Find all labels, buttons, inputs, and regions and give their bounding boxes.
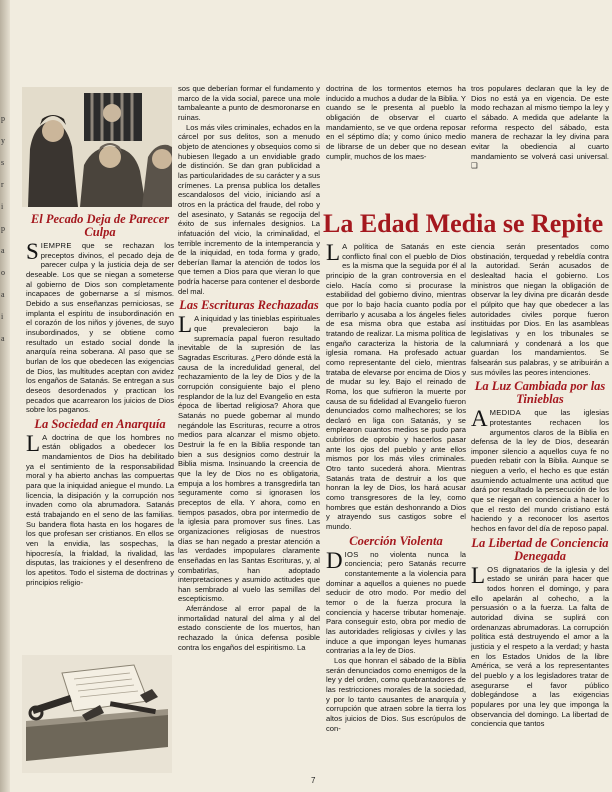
gutter-char: i <box>1 312 4 321</box>
drop-cap: S <box>26 239 39 264</box>
column-3-top <box>326 84 466 161</box>
torture-tools-illustration <box>22 655 172 773</box>
gutter-text <box>1 108 10 350</box>
paragraph-text: A doctrina de que los hombres no están obligados a obedecer los mandamientos de Dios ha debilitado ya el sentimiento de la responsabilidad moral y ha abierto anchas las compuertas para que la iniquidad aniegue el mundo. La licencia, la disipación y la corrupción nos invaden como ola abrumadora. Satanás está trabajando en el seno de las familias. Su bandera flota hasta en los hogares de los que profesan ser cristianos. En ellos se ven la envidia, las sospechas, la hipocresía, la frialdad, la rivalidad, las disputas, las traiciones y el desenfreno de los apetitos. Todo el sistema de doctrinas y principios religio- <box>26 432 174 587</box>
heading-libertad: La Libertad de Conciencia Denegada <box>471 535 609 563</box>
paragraph-criminales: Los más viles criminales, echados en la cárcel por sus delitos, son a menudo objeto de atenciones y obsequios como si hubiesen llegado a un envidiable grado de distinción. Se dan gran publicidad a las particularidades de su carácter y a sus crímenes. La prensa publica los detalles escandalosos del vicio, iniciando así a otros en la práctica del fraude, del robo y del asesinato, y Satanás se regocija del éxito de sus infernales designios. La infatuación del vicio, la criminalidad, el terrible incremento de la intemperancia y de la iniquidad, en toda forma y grado, deberían llamar la atención de todos los que temen a Dios para que vieran lo que podría hacerse para contener el desborde del mal. <box>178 122 320 296</box>
gutter-char: s <box>1 158 5 167</box>
paragraph-continuation: tros populares declaran que la ley de Dios no está ya en vigencia. De este modo rechazan al mismo tiempo la ley y el sábado. A medida que adelante la reforma respecto del sábado, esta manera de rechazar la ley divina para evitar la obediencia al cuarto mandamiento se volverá casi universal. ❑ <box>471 84 609 171</box>
paragraph-dignatarios <box>471 562 609 729</box>
lead-caps: IOS <box>344 549 359 559</box>
gutter-char: a <box>1 246 5 255</box>
paragraph-pecado <box>26 241 174 415</box>
column-4 <box>471 242 609 729</box>
drop-cap: A <box>471 406 488 432</box>
paragraph-continuation: sos que deberían formar el fundamento y marco de la vida social, parece una mole tambaleante a punto de desmoronarse en ruinas. <box>178 84 320 122</box>
paragraph-sabado: Los que honran el sábado de la Biblia serán denunciados como enemigos de la ley y del orden, como quebrantadores de las restricciones morales de la sociedad, y por lo tanto causantes de anarquía y corrupción que atraen sobre la tierra los altos juicios de Dios. Sus escrúpulos de con- <box>326 655 466 733</box>
paragraph-text: A política de Satanás en este conflicto final con el pueblo de Dios es la misma que la seguida por él al principio de la gran controversia en el cielo. Hacía como si procurase la estabilidad del gobierno divino, mientras que por lo bajo hacía cuanto podía por derribarlo y acusaba a los ángeles fieles de esa misma obra que estaba así tratando de realizar. La misma política de engaño caracteriza la historia de la iglesia romana. Ha profesado actuar como representante del cielo, mientras trataba de elevarse por encima de Dios y de mudar su ley. Bajo el reinado de Roma, los que sufrieron la muerte por causa de su fidelidad al Evangelio fueron denunciados como malhechores; se los declaró en liga con Satanás, y se emplearon cuantos medios se pudo para cubrirlos de oprobio y hacerlos pasar ante los ojos del pueblo y ante ellos mismos por los más viles criminales. Otro tanto sucederá ahora. Mientras Satanás trata de destruir a los que honran la ley de Dios, los hará acusar como transgresores de la ley, como hombres que están deshonrando a Dios y atrayendo sus castigos sobre el mundo. <box>326 242 466 532</box>
paragraph-continuation: doctrina de los tormentos eternos ha inducido a muchos a dudar de la Biblia. Y cuando se le presenta al pueblo la obligación de observar el cuarto mandamiento, se ve que ordena reposar en el séptimo día; y como único medio de librarse de un deber que no desean cumplir, muchos de los maes- <box>326 84 466 161</box>
paragraph-text: A iniquidad y las tinieblas espirituales que prevalecieron bajo la supremacía papal fueron resultado inevitable de la supresión de las Sagradas Escrituras. ¿Pero dónde está la causa de la incredulidad general, del rechazamiento de la ley de Dios y de la corrupción consiguiente bajo el pleno resplandor de la luz del Evangelio en esta época de libertad religiosa? Ahora que Satanás no puede gobernar al mundo negándole las Escrituras, recurre a otros medios para alcanzar el mismo objeto. Destruir la fe en la Biblia responde tan bien a sus designios como destruir la Biblia misma. Insinuando la creencia de que la ley de Dios no es obligatoria, empuja a los hombres a transgredirla tan seguramente como si ignorasen los preceptos de ella. Y ahora, como en tiempos pasados, obra por intermedio de la iglesia para promover sus fines. Las organizaciones religiosas de nuestros días se han negado a prestar atención a las verdades impopulares claramente enseñadas en las Santas Escrituras, y, al combatirlas, han adoptado interpretaciones y asumido actitudes que han sembrado al vuelo las semillas del escepticismo. <box>178 314 320 604</box>
column-2 <box>178 84 320 652</box>
drop-cap: L <box>471 562 486 588</box>
paragraph-escrituras <box>178 314 320 604</box>
lead-caps: OS <box>487 564 499 574</box>
page-number: 7 <box>311 776 316 785</box>
paragraph-text: que las iglesias protestantes rechacen los argumentos claros de la Biblia en defensa de la ley de Dios, desearán imponer silencio a aquellos cuya fe no pueden rebatir con la Biblia. Aunque se nieguen a verlo, el hecho es que están asumiendo actualmente una actitud que dará por resultado la persecución de los que se niegan en conciencia a hacer lo que el resto del mundo cristiano está haciendo y a reconocer los asertos hechos en favor del día de reposo papal. <box>471 408 609 534</box>
column-3 <box>326 242 466 733</box>
gutter-char: i <box>1 202 4 211</box>
paragraph-aferrandose: Aferrándose al error papal de la inmortalidad natural del alma y al del estado consciente de los muertos, han rechazado la única defensa posible contra los engaños del espiritismo. La <box>178 604 320 652</box>
paragraph-text: dignatarios de la iglesia y del estado se unirán para hacer que todos honren el domingo, y para ello apelarán al cohecho, a la persuasión o a la fuerza. La falta de autoridad divina se suplirá con ordenanzas abrumadoras. La corrupción política está destruyendo el amor a la justicia y el respeto a la verdad; y hasta en los Estados Unidos de la libre América, se verá a los representantes del pueblo y a los legisladores tratar de asegurarse el favor público doblegándose a las exigencias populares por una ley que imponga la observancia del domingo. La libertad de conciencia que tantos <box>471 564 609 729</box>
gutter-char: r <box>1 180 4 189</box>
gutter-char: a <box>1 334 5 343</box>
paragraph-iglesias <box>471 408 609 534</box>
gutter-char: p <box>1 114 5 123</box>
paragraph-coercion <box>326 547 466 656</box>
column-4-top <box>471 84 609 171</box>
drop-cap: D <box>326 547 343 573</box>
paragraph-sociedad <box>26 430 174 588</box>
heading-pecado: El Pecado Deja de Parecer Culpa <box>30 212 170 239</box>
drop-cap: L <box>178 312 193 338</box>
gutter-char: p <box>1 224 5 233</box>
prison-illustration <box>22 87 172 207</box>
paragraph-politica <box>326 242 466 532</box>
gutter-char: y <box>1 136 5 145</box>
lead-caps: MEDIDA <box>489 408 521 418</box>
previous-page-edge <box>0 0 10 792</box>
drop-cap: L <box>326 240 341 265</box>
article-title: La Edad Media se Repite <box>323 209 604 238</box>
drop-cap: L <box>26 430 41 456</box>
heading-escrituras: Las Escrituras Rechazadas <box>179 298 319 313</box>
paragraph-conciencia: ciencia serán presentados como obstinación, terquedad y rebeldía contra la autoridad. Serán acusados de deslealtad hacia el gobierno. Los ministros que niegan la obligación de observar la ley divina pre dicarán desde el púlpito que hay que obedecer a las autoridades civiles porque fueron instituidas por Dios. En las asambleas legislativas y en los tribunales se calumniará y condenará a los que guardan los mandamientos. Se falsearán sus palabras, y se atribuirán a sus móviles las peores intenciones. <box>471 242 609 377</box>
column-1 <box>26 210 174 587</box>
lead-caps: IEMPRE <box>40 241 72 250</box>
gutter-char: a <box>1 290 5 299</box>
gutter-char: o <box>1 268 5 277</box>
heading-coercion: Coerción Violenta <box>349 533 443 548</box>
paragraph-text: no violenta nunca la conciencia; pero Satanás recurre constantemente a la violencia para dominar a aquellos a quienes no puede seducir de otro modo. Por medio del temor o de la fuerza procura la conciencia y hacerse tributar homenaje. Para conseguir esto, obra por medio de las autoridades religiosas y civiles y las induce a que impongan leyes humanas contrarias a la ley de Dios. <box>326 549 466 656</box>
paragraph-text: que se rechazan los preceptos divinos, el pecado deja de parecer culpa y la justicia deja de ser deseable. Los que se niegan a someterse al gobierno de Dios son completamente incapaces de gobernarse a sí mismos. Debido a sus enseñanzas perniciosas, se implanta el espíritu de insubordinación en el corazón de los niños y jóvenes, de suyo insubordinados, y se obtiene como resultado un estado social donde la anarquía reina soberana. Al paso que se burlan de los que obedecen las exigencias de Dios, las multitudes aceptan con avidez los engaños de Satanás. Se entregan a sus deseos desordenados y practican los pecados que acarrearon los juicios de Dios sobre los paganos. <box>26 241 174 415</box>
heading-sociedad: La Sociedad en Anarquía <box>34 416 166 431</box>
heading-luz: La Luz Cambiada por las Tinieblas <box>474 379 606 407</box>
